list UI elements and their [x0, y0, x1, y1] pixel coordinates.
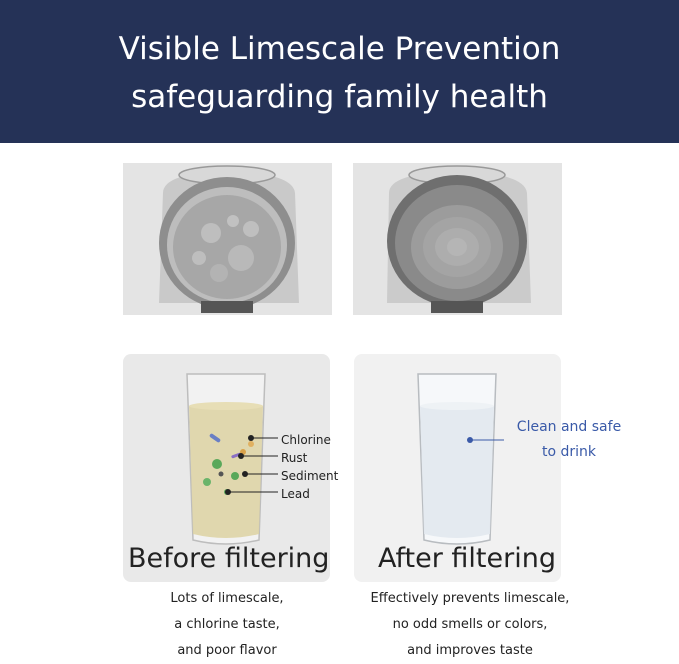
- after-description: [350, 586, 590, 664]
- after-description-line1: Effectively prevents limescale,: [370, 591, 570, 606]
- kettle-limescale-image: [123, 163, 332, 315]
- header-banner: [0, 0, 679, 143]
- contaminant-label-chlorine: Chlorine: [281, 433, 331, 447]
- before-filtering-card: [123, 354, 339, 582]
- clean-callout: [504, 415, 634, 465]
- before-description: [122, 586, 332, 664]
- contaminant-label-sediment: Sediment: [281, 469, 339, 483]
- contaminant-label-lead: Lead: [281, 487, 310, 501]
- before-filtering-title: Before filtering: [128, 543, 330, 574]
- before-description-line1: Lots of limescale,: [170, 591, 284, 606]
- contaminant-label-rust: Rust: [281, 451, 308, 465]
- clean-callout-line2: to drink: [541, 444, 597, 460]
- before-description-line2: a chlorine taste,: [174, 617, 280, 632]
- header-title-line1: Visible Limescale Prevention: [118, 31, 561, 67]
- clean-callout-line1: Clean and safe: [516, 419, 622, 435]
- header-title-line2: safeguarding family health: [131, 79, 548, 115]
- after-filtering-title: After filtering: [378, 543, 556, 574]
- after-description-line3: and improves taste: [407, 643, 533, 658]
- before-description-line3: and poor flavor: [177, 643, 277, 658]
- after-description-line2: no odd smells or colors,: [392, 617, 548, 632]
- after-filtering-card: [354, 354, 622, 582]
- kettle-clean-image: [353, 163, 562, 315]
